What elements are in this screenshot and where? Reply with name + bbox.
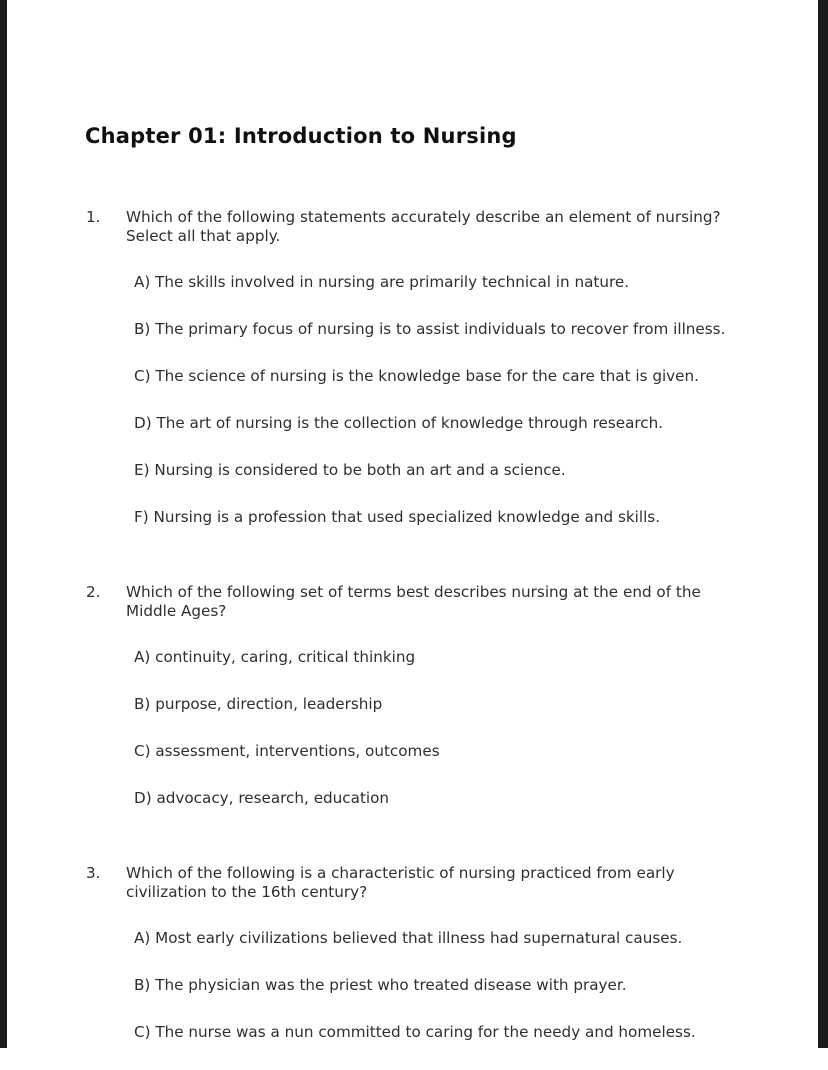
option-letter: D) — [134, 789, 152, 807]
answer-option[interactable] — [7, 508, 818, 555]
question-text: Which of the following set of terms best describes nursing at the end of the Middle Ages? — [126, 583, 701, 620]
question-row — [7, 583, 818, 620]
question-number: 1. — [86, 208, 101, 226]
option-letter: C) — [134, 1023, 151, 1041]
option-text: The physician was the priest who treated disease with prayer. — [155, 976, 627, 994]
page-title: Chapter 01: Introduction to Nursing — [85, 124, 517, 148]
option-letter: D) — [134, 414, 152, 432]
option-letter: C) — [134, 742, 151, 760]
question-block — [7, 208, 818, 555]
answer-option[interactable] — [7, 695, 818, 742]
option-text: Most early civilizations believed that illness had supernatural causes. — [155, 929, 683, 947]
option-list — [7, 273, 818, 555]
option-letter: B) — [134, 320, 151, 338]
option-letter: C) — [134, 367, 151, 385]
option-text: The primary focus of nursing is to assist individuals to recover from illness. — [155, 320, 726, 338]
question-number: 3. — [86, 864, 101, 882]
option-text: The art of nursing is the collection of knowledge through research. — [156, 414, 664, 432]
answer-option[interactable] — [7, 976, 818, 1023]
option-list — [7, 648, 818, 836]
block-spacer — [7, 555, 818, 583]
answer-option[interactable] — [7, 461, 818, 508]
option-letter: A) — [134, 648, 151, 666]
block-spacer — [7, 836, 818, 864]
option-text: Nursing is considered to be both an art and a science. — [154, 461, 566, 479]
answer-option[interactable] — [7, 367, 818, 414]
answer-option[interactable] — [7, 1023, 818, 1070]
answer-option[interactable] — [7, 789, 818, 836]
question-block — [7, 583, 818, 836]
page-edge-band-right — [818, 0, 828, 1048]
option-text: The skills involved in nursing are primarily technical in nature. — [155, 273, 630, 291]
option-text: continuity, caring, critical thinking — [155, 648, 416, 666]
answer-option[interactable] — [7, 648, 818, 695]
option-list — [7, 929, 818, 1070]
option-letter: F) — [134, 508, 149, 526]
option-letter: A) — [134, 929, 151, 947]
option-text: assessment, interventions, outcomes — [155, 742, 440, 760]
question-row — [7, 864, 818, 901]
option-text: The nurse was a nun committed to caring for the needy and homeless. — [155, 1023, 696, 1041]
answer-option[interactable] — [7, 273, 818, 320]
question-text: Which of the following statements accurately describe an element of nursing? Select all that apply. — [126, 208, 721, 245]
option-text: advocacy, research, education — [156, 789, 390, 807]
option-text: Nursing is a profession that used specialized knowledge and skills. — [153, 508, 661, 526]
answer-option[interactable] — [7, 414, 818, 461]
question-text: Which of the following is a characteristic of nursing practiced from early civilization to the 16th century? — [126, 864, 675, 901]
option-text: The science of nursing is the knowledge base for the care that is given. — [155, 367, 699, 385]
answer-option[interactable] — [7, 742, 818, 789]
page-edge-band-left — [0, 0, 7, 1048]
question-list — [7, 208, 818, 1070]
option-letter: B) — [134, 695, 151, 713]
option-letter: A) — [134, 273, 151, 291]
option-letter: E) — [134, 461, 150, 479]
question-block — [7, 864, 818, 1070]
question-number: 2. — [86, 583, 101, 601]
answer-option[interactable] — [7, 320, 818, 367]
option-text: purpose, direction, leadership — [155, 695, 383, 713]
document-page — [7, 0, 818, 1048]
question-row — [7, 208, 818, 245]
answer-option[interactable] — [7, 929, 818, 976]
option-letter: B) — [134, 976, 151, 994]
